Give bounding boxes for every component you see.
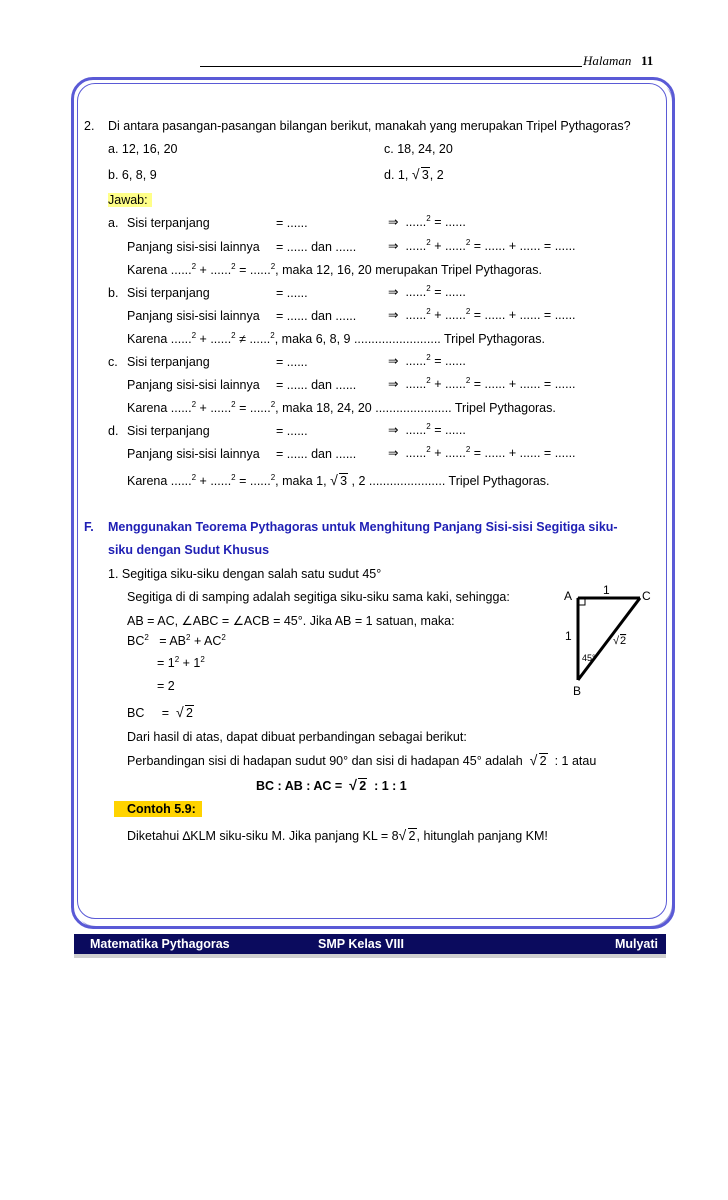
- karena-c: Karena ......$^2$ + ......$^2$ = ......$^2$, maka 18, 24, 20 ...................... Tripel Pythagoras.: [127, 400, 556, 415]
- blank: = ......: [430, 354, 466, 368]
- ratio-suffix: : 1 : 1: [374, 779, 407, 793]
- blank: = ......: [430, 285, 466, 299]
- option-d-radicand: 3: [421, 168, 429, 182]
- sqrt-symbol: [176, 706, 194, 720]
- sqrt-symbol: [330, 474, 348, 488]
- perb-prefix: Perbandingan sisi di hadapan sudut 90° dan sisi di hadapan 45° adalah: [127, 754, 523, 768]
- sisi-terpanjang-d: Sisi terpanjang: [127, 424, 210, 438]
- bc-label: BC: [127, 634, 145, 648]
- implies-a2: ⇒ ......$^2$ + ......$^2$ = ...... + ...... = ......: [388, 238, 576, 253]
- karena-text: Karena ......: [127, 474, 192, 488]
- conclusion-d-radicand: 3: [340, 474, 348, 488]
- conclusion-a: , maka 12, 16, 20 merupakan Tripel Pythagoras.: [275, 263, 542, 277]
- question-text: Di antara pasangan-pasangan bilangan berikut, manakah yang merupakan Tripel Pythagoras?: [108, 119, 631, 133]
- panjang-sisi-d-value: = ...... dan ......: [276, 447, 357, 461]
- header-rule: [200, 66, 582, 67]
- panjang-sisi-a-value: = ...... dan ......: [276, 240, 357, 254]
- eq-sign: =: [235, 474, 250, 488]
- dik-suffix: , hitunglah panjang KM!: [416, 829, 548, 843]
- arrow-icon: ⇒: [388, 285, 399, 299]
- karena-text: Karena ......: [127, 401, 192, 415]
- blank: + ......: [430, 239, 466, 253]
- implies-d2: ⇒ ......$^2$ + ......$^2$ = ...... + ...... = ......: [388, 445, 576, 460]
- implies-d1: ⇒ ......$^2$ = ......: [388, 422, 466, 437]
- section-title-line2: siku dengan Sudut Khusus: [108, 543, 270, 557]
- perb-suffix: : 1 atau: [554, 754, 597, 768]
- blank: + ......: [196, 263, 232, 277]
- arrow-icon: ⇒: [388, 308, 399, 322]
- step2-plus: + 1: [179, 656, 201, 670]
- sisi-terpanjang-c: Sisi terpanjang: [127, 355, 210, 369]
- option-b: b. 6, 8, 9: [108, 168, 157, 182]
- ratio-prefix: BC : AB : AC =: [256, 779, 343, 793]
- perbandingan-line: [127, 754, 596, 768]
- sisi-terpanjang-d-value: = ......: [276, 424, 308, 438]
- option-d-prefix: d. 1,: [384, 168, 409, 182]
- sisi-terpanjang-a-value: = ......: [276, 216, 308, 230]
- neq-sign: ≠: [235, 332, 250, 346]
- answer-d-label: d.: [108, 424, 119, 438]
- arrow-icon: ⇒: [388, 423, 399, 437]
- angle-label: 45°: [582, 653, 596, 663]
- option-a: a. 12, 16, 20: [108, 142, 178, 156]
- blank: ......: [249, 263, 271, 277]
- arrow-icon: ⇒: [388, 377, 399, 391]
- blank: ......: [405, 423, 427, 437]
- panjang-sisi-b-value: = ...... dan ......: [276, 309, 357, 323]
- karena-d: Karena ......$^2$ + ......$^2$ = ......$^2$, maka 1, √ 3 , 2 ...................... Tripel Pythagoras.: [127, 474, 550, 488]
- bc-label: BC: [127, 706, 145, 720]
- footer-center: SMP Kelas VIII: [318, 937, 404, 951]
- implies-b2: ⇒ ......$^2$ + ......$^2$ = ...... + ...... = ......: [388, 307, 576, 322]
- side-top-label: 1: [603, 583, 610, 597]
- footer-right: Mulyati: [614, 937, 658, 951]
- page-frame-inner: [77, 83, 667, 919]
- blank: + ......: [430, 446, 466, 460]
- panjang-sisi-b: Panjang sisi-sisi lainnya: [127, 309, 260, 323]
- karena-text: Karena ......: [127, 263, 192, 277]
- conclusion-d-suffix: , 2 ...................... Tripel Pythagoras.: [351, 474, 550, 488]
- conclusion-b: , maka 6, 8, 9 ......................... Tripel Pythagoras.: [274, 332, 545, 346]
- sqrt-symbol: [349, 779, 367, 793]
- section-letter: F.: [84, 520, 94, 534]
- vertex-a-label: A: [564, 589, 573, 603]
- sisi-terpanjang-b-value: = ......: [276, 286, 308, 300]
- sqrt-symbol: [412, 168, 430, 182]
- ab-line: AB = AC, ∠ABC = ∠ACB = 45°. Jika AB = 1 satuan, maka:: [127, 614, 455, 628]
- blank: ......: [405, 308, 427, 322]
- eq-sign: =: [235, 401, 250, 415]
- implies-a1: ⇒ ......$^2$ = ......: [388, 214, 466, 229]
- footer-bar: [74, 934, 666, 954]
- sisi-terpanjang-c-value: = ......: [276, 355, 308, 369]
- diketahui-line: [127, 829, 548, 843]
- arrow-icon: ⇒: [388, 446, 399, 460]
- option-d-suffix: , 2: [429, 168, 444, 182]
- karena-a: Karena ......$^2$ + ......$^2$ = ......$^2$, maka 12, 16, 20 merupakan Tripel Pythagoras.: [127, 262, 542, 277]
- answer-a-label: a.: [108, 216, 119, 230]
- karena-b: Karena ......$^2$ + ......$^2$ ≠ ......$^2$, maka 6, 8, 9 ......................... Tripel Pythagoras.: [127, 331, 545, 346]
- bc2-plus: + AC: [190, 634, 222, 648]
- implies-c1: ⇒ ......$^2$ = ......: [388, 353, 466, 368]
- page-label: Halaman: [583, 53, 632, 68]
- blank: + ......: [430, 308, 466, 322]
- ratio-radicand: 2: [359, 779, 367, 793]
- contoh-label: Contoh 5.9:: [127, 802, 196, 816]
- item-1-desc: Segitiga di di samping adalah segitiga siku-siku sama kaki, sehingga:: [127, 590, 510, 604]
- blank: = ...... + ...... = ......: [470, 239, 576, 253]
- ratio-line: [256, 779, 407, 793]
- step-3: = 2: [157, 679, 175, 693]
- option-d: [384, 168, 444, 182]
- bc-eq: =: [161, 706, 170, 720]
- question-number: 2.: [84, 119, 95, 133]
- blank: ......: [249, 401, 271, 415]
- sisi-terpanjang-b: Sisi terpanjang: [127, 286, 210, 300]
- dari-line: Dari hasil di atas, dapat dibuat perbandingan sebagai berikut:: [127, 730, 467, 744]
- step2-text: = 1: [157, 656, 175, 670]
- blank: + ......: [430, 377, 466, 391]
- implies-c2: ⇒ ......$^2$ + ......$^2$ = ...... + ...... = ......: [388, 376, 576, 391]
- arrow-icon: ⇒: [388, 239, 399, 253]
- answer-label: Jawab:: [108, 193, 152, 207]
- footer-left: Matematika Pythagoras: [90, 937, 230, 951]
- bc2-eq: = AB: [155, 634, 187, 648]
- vertex-b-label: B: [573, 684, 582, 698]
- blank: + ......: [196, 332, 232, 346]
- karena-text: Karena ......: [127, 332, 192, 346]
- blank: ......: [405, 285, 427, 299]
- perb-radicand: 2: [539, 754, 547, 768]
- eq-sign: =: [235, 263, 250, 277]
- sisi-terpanjang-a: Sisi terpanjang: [127, 216, 210, 230]
- sqrt-symbol: [399, 829, 417, 843]
- hyp-radicand: 2: [620, 635, 627, 647]
- panjang-sisi-d: Panjang sisi-sisi lainnya: [127, 447, 260, 461]
- item-1: 1. Segitiga siku-siku dengan salah satu sudut 45°: [108, 567, 382, 581]
- blank: ......: [249, 332, 271, 346]
- dik-radicand: 2: [408, 829, 416, 843]
- bc-line: [127, 706, 194, 720]
- panjang-sisi-a: Panjang sisi-sisi lainnya: [127, 240, 260, 254]
- blank: ......: [405, 239, 427, 253]
- panjang-sisi-c-value: = ...... dan ......: [276, 378, 357, 392]
- side-left-label: 1: [565, 629, 572, 643]
- answer-b-label: b.: [108, 286, 119, 300]
- footer-shadow: [74, 954, 666, 958]
- blank: ......: [405, 446, 427, 460]
- arrow-icon: ⇒: [388, 354, 399, 368]
- conclusion-d-prefix: , maka 1,: [275, 474, 327, 488]
- blank: = ......: [430, 423, 466, 437]
- section-title-line1: Menggunakan Teorema Pythagoras untuk Menghitung Panjang Sisi-sisi Segitiga siku-: [108, 520, 618, 534]
- blank: = ......: [430, 215, 466, 229]
- hyp-sqrt-icon: √: [613, 635, 620, 647]
- blank: ......: [405, 215, 427, 229]
- blank: ......: [405, 354, 427, 368]
- bc-radicand: 2: [186, 706, 193, 720]
- blank: + ......: [196, 401, 232, 415]
- blank: ......: [405, 377, 427, 391]
- conclusion-c: , maka 18, 24, 20 ...................... Tripel Pythagoras.: [275, 401, 556, 415]
- arrow-icon: ⇒: [388, 215, 399, 229]
- answer-c-label: c.: [108, 355, 118, 369]
- side-bc: [578, 598, 640, 680]
- blank: = ...... + ...... = ......: [470, 377, 576, 391]
- blank: ......: [249, 474, 271, 488]
- dik-prefix: Diketahui ∆KLM siku-siku M. Jika panjang KL = 8: [127, 829, 399, 843]
- blank: = ...... + ...... = ......: [470, 308, 576, 322]
- blank: = ...... + ...... = ......: [470, 446, 576, 460]
- sqrt-symbol: [530, 754, 548, 768]
- triangle-figure: [556, 578, 660, 702]
- step-2: = $1^2 + 1^2$: [157, 655, 205, 670]
- bc-squared-line: $BC^2 = AB^2 + AC^2$: [127, 633, 226, 648]
- blank: + ......: [196, 474, 232, 488]
- option-c: c. 18, 24, 20: [384, 142, 453, 156]
- implies-b1: ⇒ ......$^2$ = ......: [388, 284, 466, 299]
- page-number: 11: [641, 53, 654, 68]
- vertex-c-label: C: [642, 589, 651, 603]
- panjang-sisi-c: Panjang sisi-sisi lainnya: [127, 378, 260, 392]
